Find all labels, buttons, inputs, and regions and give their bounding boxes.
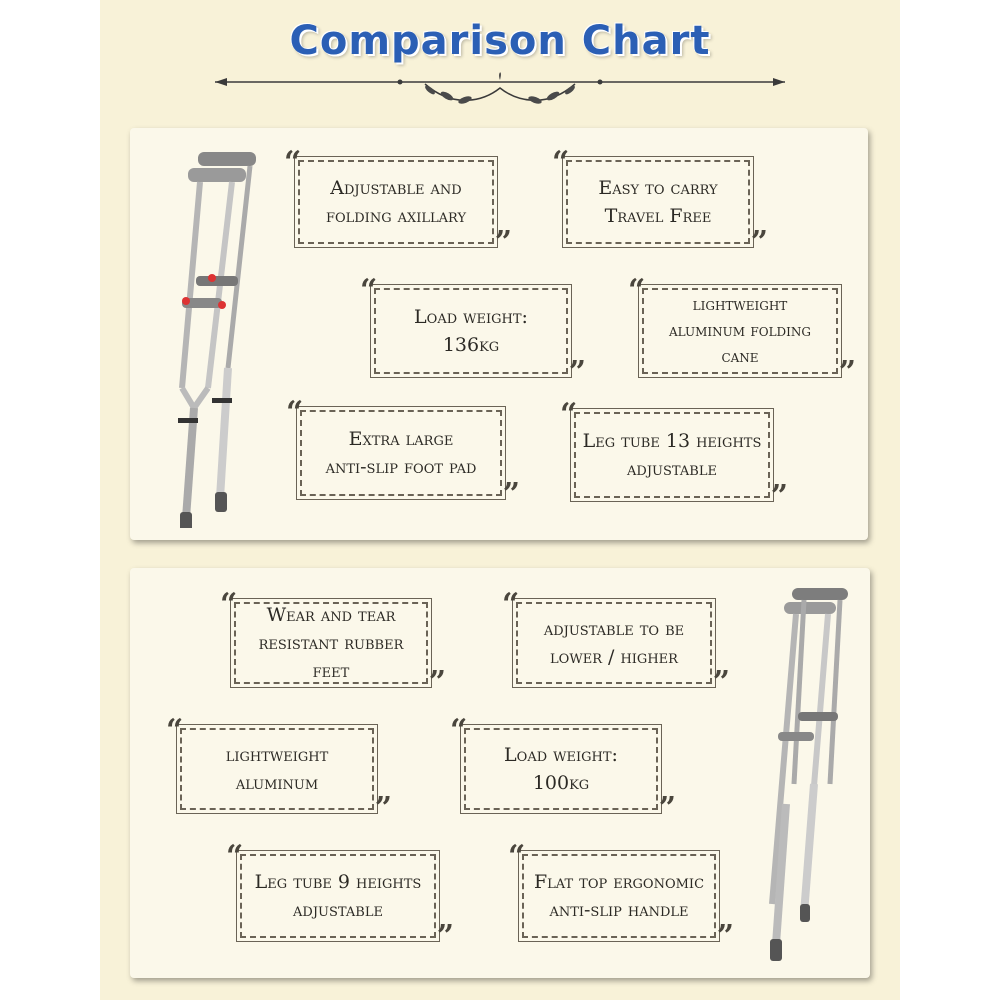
feature-card: “ adjustable to be lower / higher ”: [502, 587, 730, 700]
close-quote-icon: ”: [658, 791, 676, 826]
feature-card: “ Load weight: 136kg ”: [360, 273, 586, 390]
close-quote-icon: ”: [374, 791, 392, 826]
feature-card: “ lightweight aluminum ”: [166, 713, 392, 826]
feature-card: “ Leg tube 9 heights adjustable ”: [226, 839, 454, 954]
feature-card: “ Load weight: 100kg ”: [450, 713, 676, 826]
feature-card: “ lightweight aluminum folding cane ”: [628, 273, 856, 390]
close-quote-icon: ”: [436, 919, 454, 954]
open-quote-icon: “: [220, 587, 238, 622]
open-quote-icon: “: [284, 145, 302, 180]
feature-card: “ Leg tube 13 heights adjustable ”: [560, 397, 788, 514]
close-quote-icon: ”: [838, 355, 856, 390]
open-quote-icon: “: [360, 273, 378, 308]
close-quote-icon: ”: [716, 919, 734, 954]
open-quote-icon: “: [226, 839, 244, 874]
feature-card: “ Flat top ergonomic anti-slip handle ”: [508, 839, 734, 954]
close-quote-icon: ”: [568, 355, 586, 390]
comparison-page: [100, 0, 900, 1000]
page-title: Comparison Chart: [289, 18, 711, 64]
open-quote-icon: “: [628, 273, 646, 308]
folding-crutch-panel: [130, 128, 868, 540]
ornament-divider-icon: [215, 70, 785, 110]
open-quote-icon: “: [552, 145, 570, 180]
open-quote-icon: “: [560, 397, 578, 432]
axillary-crutch-icon: [760, 584, 860, 968]
close-quote-icon: ”: [502, 477, 520, 512]
open-quote-icon: “: [508, 839, 526, 874]
feature-card: “ Easy to carry Travel Free ”: [552, 145, 768, 260]
feature-card: “ Extra large anti-slip foot pad ”: [286, 395, 520, 512]
standard-crutch-panel: [130, 568, 870, 978]
open-quote-icon: “: [286, 395, 304, 430]
close-quote-icon: ”: [770, 479, 788, 514]
close-quote-icon: ”: [712, 665, 730, 700]
open-quote-icon: “: [450, 713, 468, 748]
feature-card: “ Wear and tear resistant rubber feet ”: [220, 587, 446, 700]
feature-card: “ Adjustable and folding axillary ”: [284, 145, 512, 260]
close-quote-icon: ”: [750, 225, 768, 260]
axillary-crutch-icon: [160, 148, 260, 528]
open-quote-icon: “: [502, 587, 520, 622]
close-quote-icon: ”: [428, 665, 446, 700]
open-quote-icon: “: [166, 713, 184, 748]
close-quote-icon: ”: [494, 225, 512, 260]
